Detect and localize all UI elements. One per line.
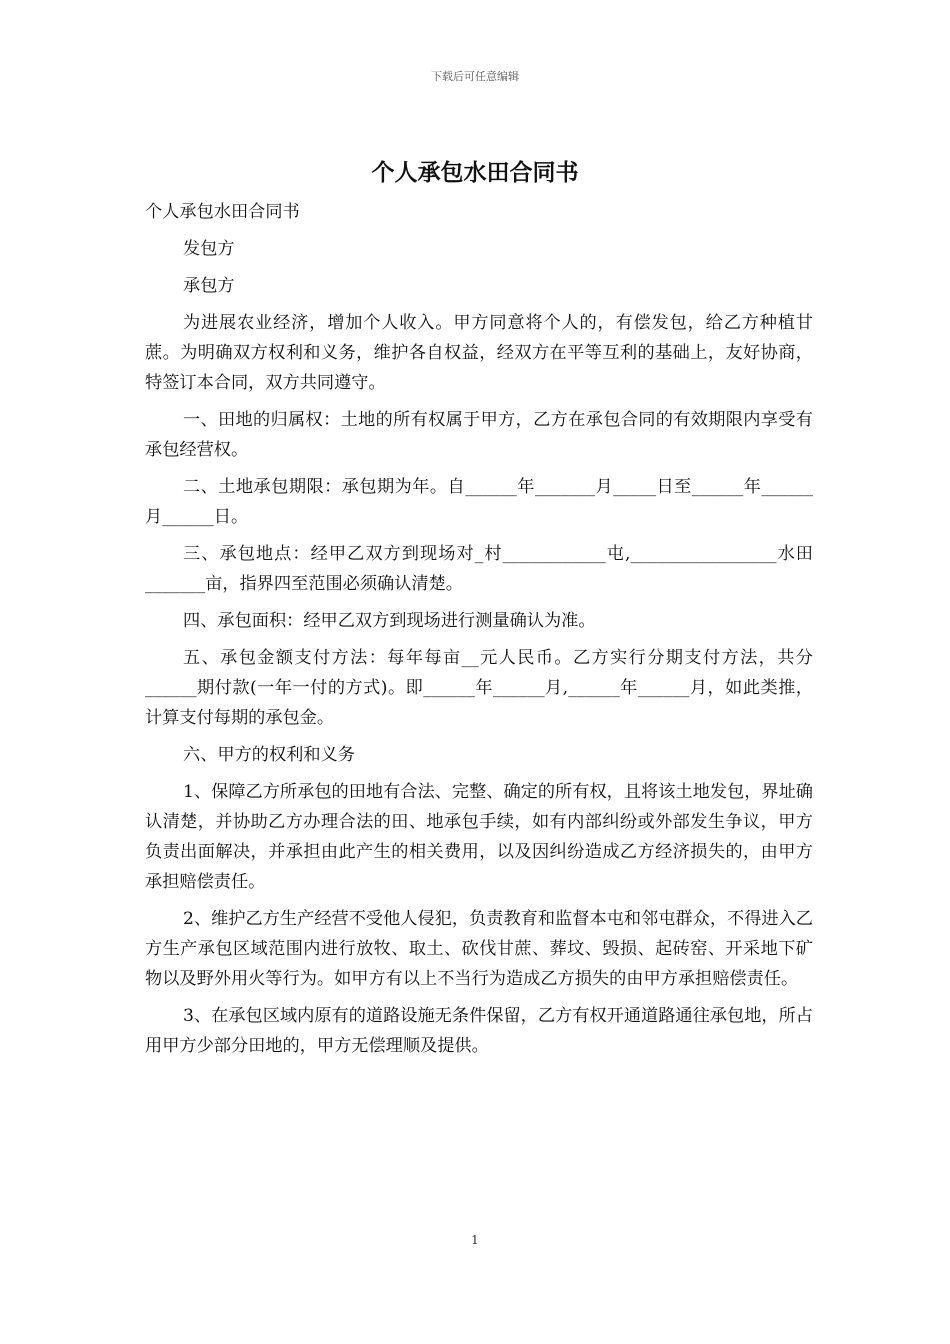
paragraph: 承包方	[183, 276, 235, 296]
header-note: 下载后可任意编辑	[431, 70, 519, 83]
paragraph: 六、甲方的权利和义务	[183, 745, 355, 765]
paragraph: 1、保障乙方所承包的田地有合法、完整、确定的所有权，且将该土地发包，界址确认清楚，并协助乙方办理合法的田、地承包手续，如有内部纠纷或外部发生争议，甲方负责出面解决，并承担由此产生的相关费用，以及因纠纷造成乙方经济损失的，由甲方承担赔偿责任。	[145, 782, 813, 892]
paragraph: 3、在承包区域内原有的道路设施无条件保留，乙方有权开通道路通往承包地，所占用甲方少部分田地的，甲方无偿理顺及提供。	[145, 1006, 813, 1056]
paragraph: 2、维护乙方生产经营不受他人侵犯，负责教育和监督本屯和邻屯群众，不得进入乙方生产承包区域范围内进行放牧、取土、砍伐甘蔗、葬坟、毁损、起砖窑、开采地下矿物以及野外用火等行为。如甲方有以上不当行为造成乙方损失的由甲方承担赔偿责任。	[145, 909, 813, 989]
paragraph: 五、承包金额支付方法：每年每亩__元人民币。乙方实行分期支付方法，共分______期付款(一年一付的方式)。即______年______月,______年______月，如此类推，计算支付每期的承包金。	[145, 648, 813, 728]
paragraph: 四、承包面积：经甲乙双方到现场进行测量确认为准。	[183, 611, 596, 631]
paragraph: 三、承包地点：经甲乙双方到现场对_村____________屯,_________________水田_______亩，指界四至范围必须确认清楚。	[145, 544, 813, 594]
page-number: 1	[471, 1233, 479, 1247]
paragraph: 二、土地承包期限：承包期为年。自______年_______月_____日至______年______月______日。	[145, 477, 813, 527]
document-title: 个人承包水田合同书	[371, 160, 579, 186]
paragraph: 发包方	[183, 239, 235, 259]
paragraph: 为进展农业经济，增加个人收入。甲方同意将个人的，有偿发包，给乙方种植甘蔗。为明确双方权利和义务，维护各自权益，经双方在平等互利的基础上，友好协商，特签订本合同，双方共同遵守。	[145, 313, 813, 393]
document-body	[145, 197, 813, 1068]
paragraph: 一、田地的归属权：土地的所有权属于甲方，乙方在承包合同的有效期限内享受有承包经营权。	[145, 410, 813, 460]
paragraph: 个人承包水田合同书	[145, 202, 300, 222]
